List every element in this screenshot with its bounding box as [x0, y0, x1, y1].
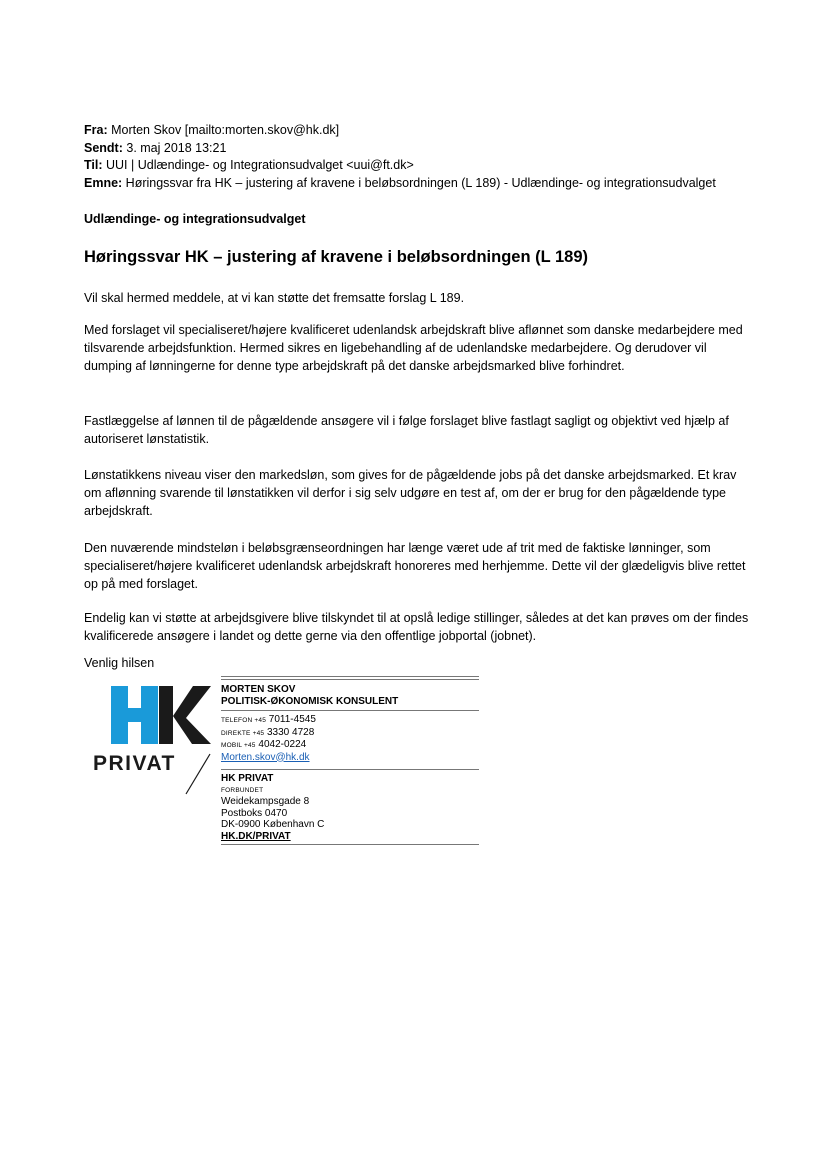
from-line: Fra: Morten Skov [mailto:morten.skov@hk.dk]: [84, 123, 340, 137]
to-line: Til: UUI | Udlændinge- og Integrationsudvalget <uui@ft.dk>: [84, 158, 414, 172]
sent-line: Sendt: 3. maj 2018 13:21: [84, 140, 227, 155]
address-line-2: Postboks 0470: [221, 807, 288, 819]
phone-line: TELEFON +45 7011-4545: [221, 714, 316, 725]
email-link[interactable]: Morten.skov@hk.dk: [221, 751, 310, 763]
logo-word: PRIVAT: [93, 752, 176, 775]
paragraph-3: Fastlæggelse af lønnen til de pågældende ansøgere vil i følge forslaget blive fastlagt sagligt og objektivt ved hjælp af autoriseret lønstatistik.: [84, 414, 729, 447]
signature-rule-mid: [221, 710, 479, 711]
email-header: [84, 122, 716, 192]
signature-role: POLITISK-ØKONOMISK KONSULENT: [221, 695, 399, 707]
org-sub: FORBUNDET: [221, 786, 264, 794]
org-name: HK PRIVAT: [221, 773, 274, 784]
paragraph-5: Den nuværende mindsteløn i beløbsgrænseordningen har længe været ude af trit med de faktiske lønninger, som specialiseret/højere kvalificeret udenlandsk arbejdskraft honoreres med herhjemme. Dette vil der glædeligvis blive rettet op på med forslaget.: [84, 541, 746, 592]
address-block: [221, 773, 479, 842]
signature-rule-lower: [221, 769, 479, 770]
hk-letters-graphic: [111, 686, 211, 744]
email-signature: [221, 676, 479, 845]
signature-name: MORTEN SKOV: [221, 684, 296, 695]
document-title: Høringssvar HK – justering af kravene i beløbsordningen (L 189): [84, 248, 588, 266]
hk-privat-logo: [93, 686, 213, 796]
logo-slash: [186, 754, 210, 794]
paragraph-4: Lønstatikkens niveau viser den markedsløn, som gives for de pågældende jobs på det danske arbejdsmarked. Et krav om aflønning svarende til lønstatikken vil derfor i sig selv udgøre en test af, om der er brug for den pågældende type arbejdskraft.: [84, 468, 737, 519]
signature-rule-top-2: [221, 679, 479, 680]
direct-line: DIREKTE +45 3330 4728: [221, 726, 315, 738]
greeting: Venlig hilsen: [84, 656, 155, 670]
contact-block: [221, 714, 479, 763]
signature-rule-bottom: [221, 844, 479, 845]
committee-heading: Udlændinge- og integrationsudvalget: [84, 212, 306, 226]
website-link[interactable]: HK.DK/PRIVAT: [221, 830, 291, 842]
paragraph-2: Med forslaget vil specialiseret/højere kvalificeret udenlandsk arbejdskraft blive aflønnet som danske medarbejdere med tilsvarende arbejdsfunktion. Hermed sikres en ligebehandling af de udenlandske medarbejdere. Og derudover vil dumping af lønningerne for denne type arbejdskraft på det danske arbejdsmarked blive forhindret.: [84, 323, 743, 374]
address-line-3: DK-0900 København C: [221, 819, 325, 830]
signature-rule-top: [221, 676, 479, 677]
paragraph-6: Endelig kan vi støtte at arbejdsgivere blive tilskyndet til at opslå ledige stillinger, således at det kan prøves om der findes kvalificerede ansøgere i landet og dette gerne via den offentlige jobportal (jobnet).: [84, 611, 749, 644]
address-line-1: Weidekampsgade 8: [221, 796, 310, 807]
mobile-line: MOBIL +45 4042-0224: [221, 739, 307, 750]
subject-line: Emne: Høringssvar fra HK – justering af kravene i beløbsordningen (L 189) - Udlændinge- og integrationsudvalget: [84, 175, 716, 190]
paragraph-1: Vil skal hermed meddele, at vi kan støtte det fremsatte forslag L 189.: [84, 291, 465, 305]
